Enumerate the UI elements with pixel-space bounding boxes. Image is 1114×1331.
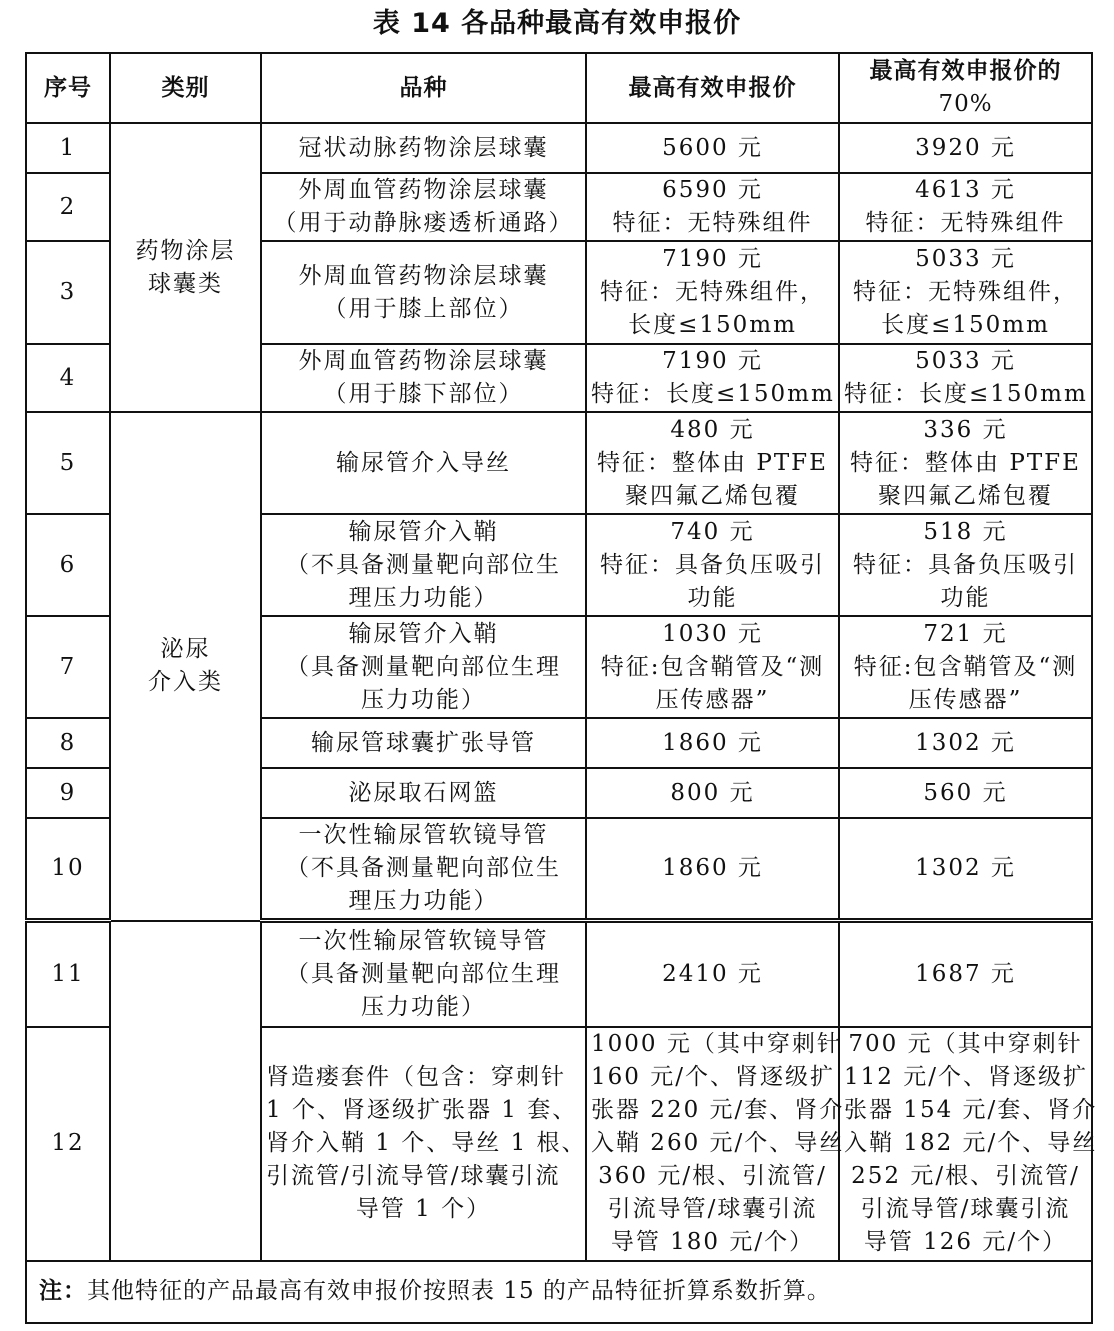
cell-line: 长度≤150mm bbox=[628, 312, 797, 338]
cell-line: 特征：无特殊组件 bbox=[612, 210, 813, 236]
row-number: 2 bbox=[26, 173, 110, 241]
category-urinary-continued bbox=[110, 921, 261, 1261]
cell-line: 压力功能） bbox=[361, 686, 486, 713]
cell-line: 特征：无特殊组件， bbox=[600, 279, 825, 305]
cell-line: 特征：长度≤150mm bbox=[844, 381, 1088, 407]
cell-line: 1302 元 bbox=[915, 729, 1016, 756]
row-number: 11 bbox=[26, 921, 110, 1027]
cell-line: 1687 元 bbox=[915, 960, 1016, 987]
price-cell bbox=[586, 768, 839, 818]
cell-line: 特征：具备负压吸引 bbox=[600, 551, 825, 578]
cell-line: 理压力功能） bbox=[348, 584, 499, 611]
header-no: 序号 bbox=[26, 53, 110, 123]
cell-line: 1030 元 bbox=[662, 620, 763, 647]
header-price70-line2: 70% bbox=[938, 91, 993, 117]
cell-line: 泌尿 bbox=[160, 636, 211, 663]
cell-line: 360 元/根、引流管/ bbox=[598, 1163, 827, 1189]
price70-cell bbox=[839, 818, 1092, 921]
cell-line: 特征：整体由 PTFE bbox=[597, 449, 828, 476]
cell-line: 特征：整体由 PTFE bbox=[850, 449, 1081, 476]
cell-line: 压力功能） bbox=[361, 993, 486, 1020]
price-cell bbox=[586, 123, 839, 173]
cell-line: 560 元 bbox=[923, 779, 1008, 806]
cell-line: 介入类 bbox=[148, 669, 223, 696]
cell-line: 800 元 bbox=[670, 779, 755, 806]
cell-line: 张器 154 元/套、肾介 bbox=[844, 1097, 1098, 1123]
note-text: 其他特征的产品最高有效申报价按照表 15 的产品特征折算系数折算。 bbox=[87, 1278, 831, 1304]
price-cell bbox=[586, 1027, 845, 1261]
cell-line: 5600 元 bbox=[662, 134, 763, 161]
cell-line: 721 元 bbox=[923, 620, 1008, 647]
cell-line: 一次性输尿管软镜导管 bbox=[298, 822, 549, 848]
cell-line: 功能 bbox=[687, 584, 738, 611]
table-row bbox=[26, 921, 1092, 1027]
cell-line: 1860 元 bbox=[662, 855, 763, 881]
header-category: 类别 bbox=[110, 53, 261, 123]
table-header-row bbox=[26, 53, 1092, 123]
price70-cell bbox=[839, 718, 1092, 768]
header-price: 最高有效申报价 bbox=[586, 53, 839, 123]
cell-line: 球囊类 bbox=[148, 270, 223, 297]
variety-cell bbox=[261, 412, 586, 514]
cell-line: 理压力功能） bbox=[348, 888, 499, 914]
row-number: 1 bbox=[26, 123, 110, 173]
cell-line: 导管 126 元/个） bbox=[863, 1229, 1068, 1255]
price-cell bbox=[586, 412, 839, 514]
variety-cell bbox=[261, 616, 586, 718]
price70-cell bbox=[839, 412, 1092, 514]
cell-line: 特征:包含鞘管及“测 bbox=[600, 653, 825, 680]
table-row bbox=[26, 412, 1092, 514]
price70-cell bbox=[839, 616, 1092, 718]
cell-line: 740 元 bbox=[670, 518, 755, 545]
cell-line: 外周血管药物涂层球囊 bbox=[298, 262, 549, 289]
cell-line: 5033 元 bbox=[915, 246, 1016, 272]
price70-cell bbox=[839, 921, 1092, 1027]
header-variety: 品种 bbox=[261, 53, 586, 123]
row-number: 7 bbox=[26, 616, 110, 718]
variety-cell bbox=[261, 921, 586, 1027]
cell-line: 5033 元 bbox=[915, 348, 1016, 374]
variety-cell bbox=[261, 173, 586, 241]
cell-line: 入鞘 182 元/个、导丝 bbox=[844, 1130, 1098, 1156]
price-cell bbox=[586, 818, 839, 921]
cell-line: 3920 元 bbox=[915, 134, 1016, 161]
cell-line: 泌尿取石网篮 bbox=[348, 779, 499, 806]
cell-line: 160 元/个、肾逐级扩 bbox=[591, 1064, 835, 1090]
price70-cell bbox=[839, 344, 1092, 412]
price70-cell bbox=[839, 241, 1092, 344]
header-price70 bbox=[839, 53, 1092, 123]
row-number: 10 bbox=[26, 818, 110, 921]
cell-line: 特征:包含鞘管及“测 bbox=[853, 653, 1078, 680]
cell-line: 输尿管介入鞘 bbox=[348, 518, 499, 545]
price70-cell bbox=[839, 173, 1092, 241]
cell-line: 入鞘 260 元/个、导丝 bbox=[591, 1130, 845, 1156]
table-note bbox=[26, 1261, 1092, 1323]
cell-line: （用于膝下部位） bbox=[323, 381, 524, 407]
cell-line: 聚四氟乙烯包覆 bbox=[878, 482, 1053, 509]
cell-line: 1302 元 bbox=[915, 855, 1016, 881]
cell-line: 引流导管/球囊引流 bbox=[860, 1196, 1071, 1222]
cell-line: 1860 元 bbox=[662, 729, 763, 756]
cell-line: 压传感器” bbox=[908, 686, 1023, 713]
price70-cell bbox=[839, 768, 1092, 818]
cell-line: （用于动静脉瘘透析通路） bbox=[273, 210, 574, 236]
cell-line: 输尿管介入鞘 bbox=[348, 620, 499, 647]
cell-line: 特征：无特殊组件， bbox=[853, 279, 1078, 305]
category-urinary bbox=[110, 412, 261, 921]
row-number: 5 bbox=[26, 412, 110, 514]
cell-line: 压传感器” bbox=[655, 686, 770, 713]
cell-line: 外周血管药物涂层球囊 bbox=[298, 177, 549, 203]
variety-cell bbox=[261, 1027, 586, 1261]
header-price70-line1: 最高有效申报价的 bbox=[869, 58, 1062, 84]
variety-cell bbox=[261, 768, 586, 818]
cell-line: 药物涂层 bbox=[135, 237, 236, 264]
cell-line: 700 元（其中穿刺针 bbox=[848, 1031, 1083, 1057]
cell-line: （不具备测量靶向部位生 bbox=[286, 551, 561, 578]
cell-line: 6590 元 bbox=[662, 177, 763, 203]
cell-line: 冠状动脉药物涂层球囊 bbox=[298, 134, 549, 161]
note-label: 注： bbox=[39, 1278, 87, 1304]
cell-line: 特征：长度≤150mm bbox=[591, 381, 835, 407]
row-number: 12 bbox=[26, 1027, 110, 1261]
variety-cell bbox=[261, 241, 586, 344]
variety-cell bbox=[261, 123, 586, 173]
cell-line: 功能 bbox=[940, 584, 991, 611]
category-drug-balloon bbox=[110, 123, 261, 412]
cell-line: 一次性输尿管软镜导管 bbox=[298, 927, 549, 954]
cell-line: 4613 元 bbox=[915, 177, 1016, 203]
table-row bbox=[26, 123, 1092, 173]
cell-line: 特征：无特殊组件 bbox=[865, 210, 1066, 236]
price70-cell bbox=[839, 123, 1092, 173]
price-cell bbox=[586, 173, 839, 241]
variety-cell bbox=[261, 514, 586, 616]
cell-line: 张器 220 元/套、肾介 bbox=[591, 1097, 845, 1123]
cell-line: 252 元/根、引流管/ bbox=[851, 1163, 1080, 1189]
price-cell bbox=[586, 344, 839, 412]
cell-line: 7190 元 bbox=[662, 348, 763, 374]
cell-line: 1 个、肾逐级扩张器 1 套、 bbox=[266, 1097, 578, 1123]
row-number: 9 bbox=[26, 768, 110, 818]
table-title: 表 14 各品种最高有效申报价 bbox=[372, 8, 742, 39]
price-cell bbox=[586, 514, 839, 616]
cell-line: 7190 元 bbox=[662, 246, 763, 272]
cell-line: 输尿管球囊扩张导管 bbox=[311, 729, 536, 756]
cell-line: 引流管/引流导管/球囊引流 bbox=[266, 1163, 561, 1189]
cell-line: 518 元 bbox=[923, 518, 1008, 545]
cell-line: 长度≤150mm bbox=[881, 312, 1050, 338]
cell-line: 1000 元（其中穿刺针 bbox=[591, 1031, 842, 1057]
price-cell bbox=[586, 616, 839, 718]
cell-line: 输尿管介入导丝 bbox=[336, 449, 511, 476]
price-cell bbox=[586, 718, 839, 768]
cell-line: 肾介入鞘 1 个、导丝 1 根、 bbox=[266, 1130, 587, 1156]
cell-line: 480 元 bbox=[670, 416, 755, 443]
row-number: 4 bbox=[26, 344, 110, 412]
cell-line: 导管 1 个） bbox=[355, 1196, 492, 1222]
price70-cell bbox=[839, 514, 1092, 616]
price-table bbox=[25, 52, 1098, 1324]
price-cell bbox=[586, 241, 839, 344]
cell-line: 引流导管/球囊引流 bbox=[607, 1196, 818, 1222]
row-number: 8 bbox=[26, 718, 110, 768]
cell-line: 外周血管药物涂层球囊 bbox=[298, 348, 549, 374]
cell-line: 导管 180 元/个） bbox=[610, 1229, 815, 1255]
cell-line: （具备测量靶向部位生理 bbox=[286, 653, 561, 680]
cell-line: （具备测量靶向部位生理 bbox=[286, 960, 561, 987]
row-number: 6 bbox=[26, 514, 110, 616]
cell-line: 特征：具备负压吸引 bbox=[853, 551, 1078, 578]
note-row bbox=[26, 1261, 1092, 1323]
price-cell bbox=[586, 921, 839, 1027]
cell-line: （用于膝上部位） bbox=[323, 295, 524, 322]
variety-cell bbox=[261, 344, 586, 412]
variety-cell bbox=[261, 818, 586, 921]
variety-cell bbox=[261, 718, 586, 768]
cell-line: 2410 元 bbox=[662, 960, 763, 987]
cell-line: （不具备测量靶向部位生 bbox=[286, 855, 561, 881]
price70-cell bbox=[839, 1027, 1098, 1261]
row-number: 3 bbox=[26, 241, 110, 344]
cell-line: 112 元/个、肾逐级扩 bbox=[844, 1064, 1088, 1090]
cell-line: 336 元 bbox=[923, 416, 1008, 443]
cell-line: 聚四氟乙烯包覆 bbox=[625, 482, 800, 509]
cell-line: 肾造瘘套件（包含：穿刺针 bbox=[266, 1064, 566, 1090]
